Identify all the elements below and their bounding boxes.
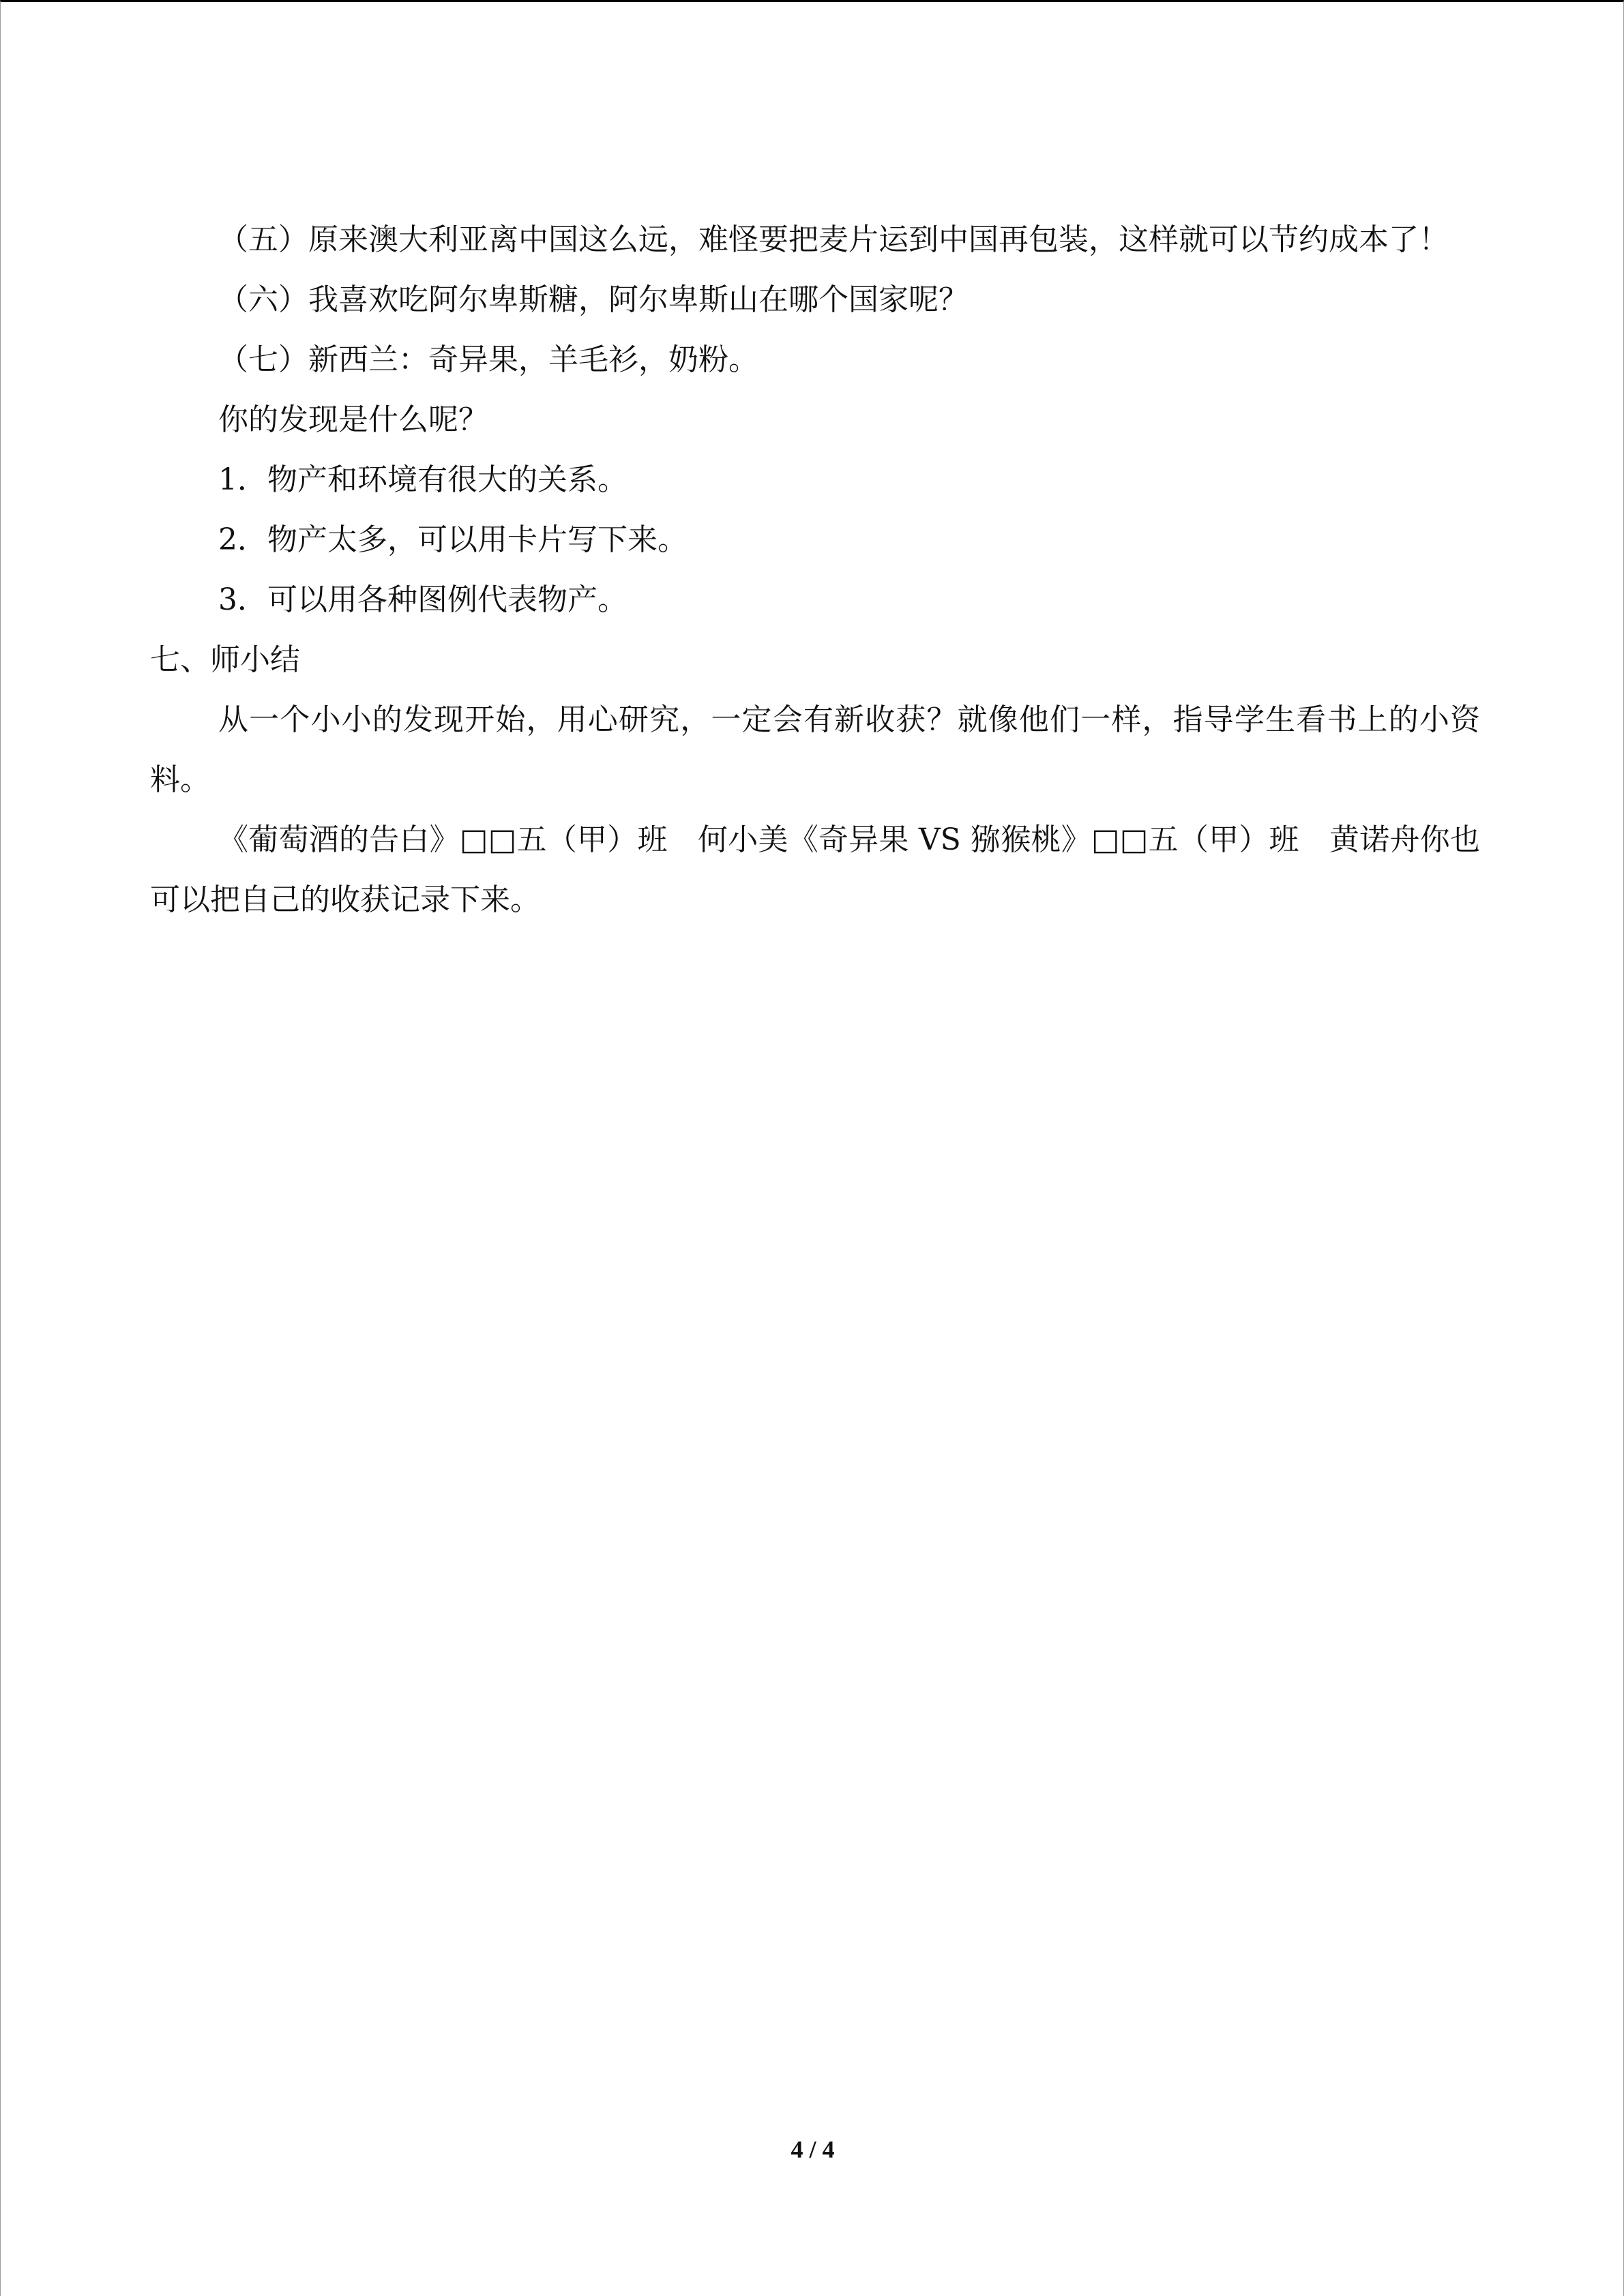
paragraph-examples: 《葡萄酒的告白》□□五（甲）班 何小美《奇异果 VS 猕猴桃》□□五（甲）班 黄诺舟你也可以把自己的收获记录下来。 <box>150 822 1480 917</box>
paragraph-qi: （七）新西兰：奇异果，羊毛衫，奶粉。 <box>218 342 758 377</box>
paragraph-question: 你的发现是什么呢？ <box>218 402 488 437</box>
document-body <box>150 210 1480 930</box>
list-item-1: 1．物产和环境有很大的关系。 <box>218 462 628 497</box>
page-number: 4 / 4 <box>791 2136 835 2163</box>
list-item-2: 2．物产太多，可以用卡片写下来。 <box>218 522 688 557</box>
list-item-3: 3．可以用各种图例代表物产。 <box>218 582 628 617</box>
paragraph-summary: 从一个小小的发现开始，用心研究，一定会有新收获？就像他们一样，指导学生看书上的小资料。 <box>150 702 1480 797</box>
paragraph-liu: （六）我喜欢吃阿尔卑斯糖，阿尔卑斯山在哪个国家呢？ <box>218 282 969 317</box>
section-heading-summary: 七、师小结 <box>150 642 300 677</box>
paragraph-wu: （五）原来澳大利亚离中国这么远，难怪要把麦片运到中国再包装，这样就可以节约成本了！ <box>218 222 1449 257</box>
